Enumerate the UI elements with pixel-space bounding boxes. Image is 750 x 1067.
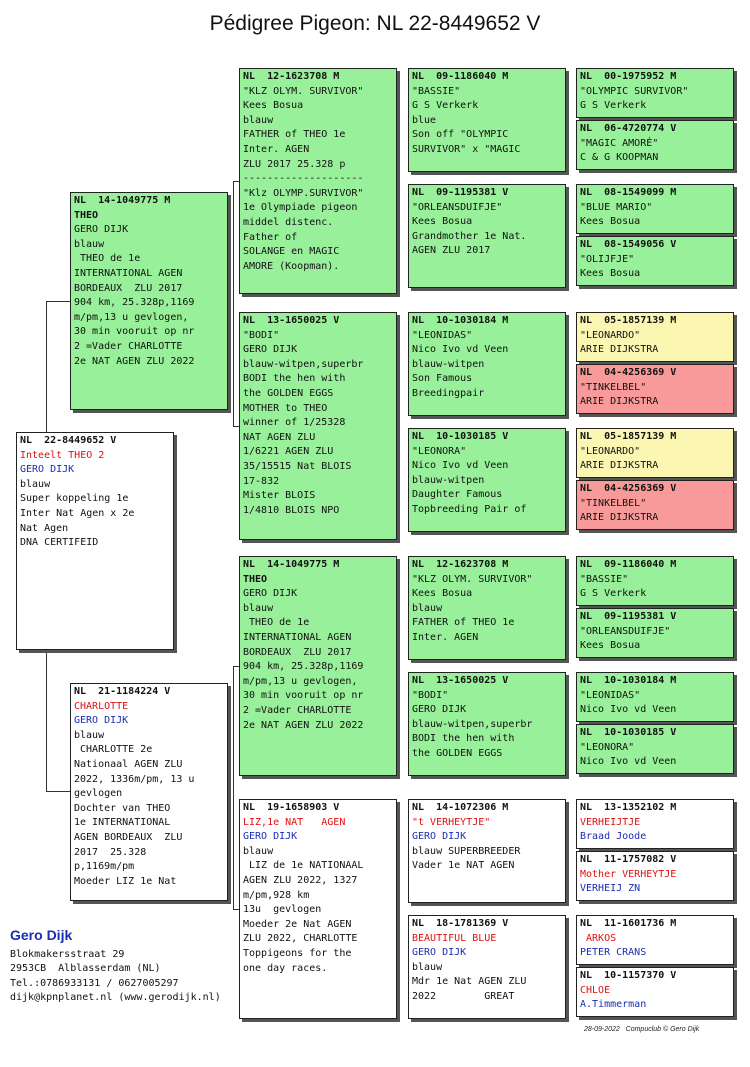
connector-line xyxy=(46,791,70,792)
pedigree-line: Dochter van THEO xyxy=(74,802,171,814)
pedigree-line: blauw-witpen,superbr xyxy=(412,718,533,730)
great-grandparent-card[interactable] xyxy=(408,312,566,416)
ring-number: NL 10-1030184 M xyxy=(412,315,509,326)
breeder-phone: Tel.:0786933131 / 0627005297 xyxy=(10,977,179,989)
pedigree-line: ARIE DIJKSTRA xyxy=(580,512,659,524)
connector-line xyxy=(46,301,47,432)
pedigree-line: Son Famous xyxy=(412,373,473,385)
great-grandparent-card[interactable] xyxy=(408,672,566,776)
pedigree-line: "LEONIDAS" xyxy=(580,689,641,701)
pedigree-line: middel distenc. xyxy=(243,216,334,228)
ring-number: NL 09-1195381 V xyxy=(412,187,509,198)
ring-number: NL 06-4720774 V xyxy=(580,123,677,134)
ring-number: NL 14-1072306 M xyxy=(412,802,509,813)
pedigree-line: ZLU 2017 25.328 p xyxy=(243,158,346,170)
maternal-grandmother-card[interactable] xyxy=(239,799,397,1019)
maternal-grandfather-card[interactable] xyxy=(239,556,397,776)
pedigree-line: 30 min vooruit op nr xyxy=(74,326,195,338)
ring-number: NL 13-1352102 M xyxy=(580,802,677,813)
ring-number: NL 19-1658903 V xyxy=(243,802,340,813)
pedigree-line: "OLYMPIC SURVIVOR" xyxy=(580,85,689,97)
pedigree-line: BEAUTIFUL BLUE xyxy=(412,932,497,944)
great-great-grandparent-card[interactable] xyxy=(576,967,734,1017)
great-great-grandparent-card[interactable] xyxy=(576,915,734,965)
connector-line xyxy=(46,650,47,791)
connector-line xyxy=(46,301,70,302)
ring-number: NL 18-1781369 V xyxy=(412,918,509,929)
pedigree-line: "MAGIC AMORÉ" xyxy=(580,137,659,149)
pedigree-line: blauw SUPERBREEDER xyxy=(412,845,521,857)
pedigree-line: 904 km, 25.328p,1169 xyxy=(243,661,364,673)
pedigree-line: Kees Bosua xyxy=(412,588,473,600)
pedigree-line: AGEN ZLU 2022, 1327 xyxy=(243,874,358,886)
father-card[interactable] xyxy=(70,192,228,410)
great-great-grandparent-card[interactable] xyxy=(576,364,734,414)
pedigree-line: 2e NAT AGEN ZLU 2022 xyxy=(243,719,364,731)
pedigree-line: G S Verkerk xyxy=(580,588,647,600)
great-grandparent-card[interactable] xyxy=(408,184,566,288)
ring-number: NL 05-1857139 M xyxy=(580,431,677,442)
pedigree-line: Topbreeding Pair of xyxy=(412,503,527,515)
pedigree-line: p,1169m/pm xyxy=(74,861,135,873)
ring-number: NL 10-1157370 V xyxy=(580,970,677,981)
pedigree-line: GERO DIJK xyxy=(243,344,298,356)
pedigree-line: FATHER of THEO 1e xyxy=(412,617,515,629)
pedigree-line: gevlogen xyxy=(74,788,123,800)
breeder-name: Gero Dijk xyxy=(10,927,73,943)
pedigree-line: "LEONARDO" xyxy=(580,329,641,341)
pedigree-line: THEO de 1e xyxy=(243,617,310,629)
pedigree-line: THEO xyxy=(74,209,99,221)
ring-number: NL 10-1030185 V xyxy=(412,431,509,442)
pedigree-line: Moeder LIZ 1e Nat xyxy=(74,875,177,887)
pedigree-line: BORDEAUX ZLU 2017 xyxy=(243,646,352,658)
pedigree-line: Daughter Famous xyxy=(412,489,503,501)
great-grandparent-card[interactable] xyxy=(408,799,566,903)
pedigree-line: Inteelt THEO 2 xyxy=(20,449,105,461)
great-great-grandparent-card[interactable] xyxy=(576,608,734,658)
pedigree-line: blue xyxy=(412,114,437,126)
great-great-grandparent-card[interactable] xyxy=(576,120,734,170)
paternal-grandfather-card[interactable] xyxy=(239,68,397,294)
page-title: Pédigree Pigeon: NL 22-8449652 V xyxy=(209,12,541,35)
pedigree-line: Inter Nat Agen x 2e xyxy=(20,507,135,519)
pedigree-line: INTERNATIONAL AGEN xyxy=(74,267,183,279)
pedigree-line: BODI the hen with xyxy=(243,373,346,385)
pedigree-line: MOTHER to THEO xyxy=(243,402,328,414)
pedigree-line: "BLUE MARIO" xyxy=(580,201,653,213)
pedigree-line: "BASSIE" xyxy=(580,573,629,585)
pedigree-line: Kees Bosua xyxy=(580,268,641,280)
pedigree-line: "t VERHEYTJE" xyxy=(412,816,491,828)
pedigree-line: 35/15515 Nat BLOIS xyxy=(243,460,352,472)
great-great-grandparent-card[interactable] xyxy=(576,799,734,849)
pedigree-line: m/pm,928 km xyxy=(243,889,310,901)
pedigree-line: "KLZ OLYM. SURVIVOR" xyxy=(412,573,533,585)
pedigree-line: Nico Ivo vd Veen xyxy=(580,704,677,716)
ring-number: NL 11-1601736 M xyxy=(580,918,677,929)
pedigree-line: Grandmother 1e Nat. xyxy=(412,230,527,242)
pedigree-line: 1/6221 AGEN ZLU xyxy=(243,446,334,458)
pedigree-line: blauw xyxy=(20,478,51,490)
pedigree-line: SURVIVOR" x "MAGIC xyxy=(412,143,521,155)
pedigree-line: ARIE DIJKSTRA xyxy=(580,344,659,356)
pedigree-line: NAT AGEN ZLU xyxy=(243,431,316,443)
ring-number: NL 13-1650025 V xyxy=(412,675,509,686)
pedigree-line: FATHER of THEO 1e xyxy=(243,129,346,141)
ring-number: NL 21-1184224 V xyxy=(74,686,171,697)
pedigree-line: one day races. xyxy=(243,962,328,974)
ring-number: NL 10-1030184 M xyxy=(580,675,677,686)
pedigree-line: THEO xyxy=(243,573,268,585)
breeder-info xyxy=(10,928,221,1006)
pedigree-line: 2 =Vader CHARLOTTE xyxy=(74,340,183,352)
pedigree-line: Vader 1e NAT AGEN xyxy=(412,860,515,872)
great-great-grandparent-card[interactable] xyxy=(576,68,734,118)
pedigree-line: LIZ de 1e NATIONAAL xyxy=(243,860,364,872)
pedigree-line: blauw xyxy=(412,961,443,973)
pedigree-line: Kees Bosua xyxy=(580,640,641,652)
pedigree-line: Kees Bosua xyxy=(580,216,641,228)
pedigree-line: SOLANGE en MAGIC xyxy=(243,246,340,258)
pedigree-line: BODI the hen with xyxy=(412,733,515,745)
great-great-grandparent-card[interactable] xyxy=(576,480,734,530)
ring-number: NL 09-1195381 V xyxy=(580,611,677,622)
pedigree-line: Moeder 2e Nat AGEN xyxy=(243,918,352,930)
pedigree-line: A.Timmerman xyxy=(580,999,647,1011)
pedigree-line: ZLU 2022, CHARLOTTE xyxy=(243,933,358,945)
pedigree-line: blauw xyxy=(243,602,274,614)
pedigree-line: GERO DIJK xyxy=(412,947,467,959)
pedigree-line: GERO DIJK xyxy=(74,715,129,727)
pedigree-line: GERO DIJK xyxy=(243,588,298,600)
pedigree-line: Nico Ivo vd Veen xyxy=(580,756,677,768)
pedigree-line: 904 km, 25.328p,1169 xyxy=(74,297,195,309)
pedigree-line: 2022, 1336m/pm, 13 u xyxy=(74,773,195,785)
great-grandparent-card[interactable] xyxy=(408,556,566,660)
pedigree-line: blauw xyxy=(412,602,443,614)
pedigree-line: Father of xyxy=(243,231,298,243)
pedigree-line: GERO DIJK xyxy=(20,464,75,476)
ring-number: NL 00-1975952 M xyxy=(580,71,677,82)
pedigree-line: blauw-witpen xyxy=(412,358,485,370)
great-great-grandparent-card[interactable] xyxy=(576,556,734,606)
pedigree-line: 2017 25.328 xyxy=(74,846,147,858)
pedigree-line: CHARLOTTE 2e xyxy=(74,744,153,756)
pedigree-line: m/pm,13 u gevlogen, xyxy=(74,311,189,323)
ring-number: NL 12-1623708 M xyxy=(243,71,340,82)
pedigree-line: Mister BLOIS xyxy=(243,490,316,502)
pedigree-line: -------------------- xyxy=(243,173,364,185)
pedigree-line: Inter. AGEN xyxy=(243,143,310,155)
pedigree-line: Inter. AGEN xyxy=(412,631,479,643)
pedigree-line: GERO DIJK xyxy=(412,831,467,843)
pedigree-line: m/pm,13 u gevlogen, xyxy=(243,675,358,687)
pedigree-line: DNA CERTIFEID xyxy=(20,537,99,549)
pedigree-line: Mdr 1e Nat AGEN ZLU xyxy=(412,976,527,988)
pedigree-line: "KLZ OLYM. SURVIVOR" xyxy=(243,85,364,97)
pedigree-line: blauw xyxy=(74,238,105,250)
pedigree-line: blauw xyxy=(243,845,274,857)
pedigree-line: Nationaal AGEN ZLU xyxy=(74,758,183,770)
pedigree-line: 2 =Vader CHARLOTTE xyxy=(243,704,352,716)
ring-number: NL 11-1757082 V xyxy=(580,854,677,865)
pedigree-line: "OLIJFJE" xyxy=(580,253,635,265)
pedigree-line: the GOLDEN EGGS xyxy=(412,747,503,759)
great-grandparent-card[interactable] xyxy=(408,915,566,1019)
pedigree-line: ARKOS xyxy=(580,932,617,944)
pedigree-line: "BASSIE" xyxy=(412,85,461,97)
pedigree-line: AMORE (Koopman). xyxy=(243,260,340,272)
ring-number: NL 10-1030185 V xyxy=(580,727,677,738)
pedigree-line: "BODI" xyxy=(243,329,280,341)
pedigree-line: BORDEAUX ZLU 2017 xyxy=(74,282,183,294)
great-great-grandparent-card[interactable] xyxy=(576,184,734,234)
pedigree-line: Mother VERHEYTJE xyxy=(580,868,677,880)
ring-number: NL 13-1650025 V xyxy=(243,315,340,326)
ring-number: NL 12-1623708 M xyxy=(412,559,509,570)
pedigree-line: blauw xyxy=(74,729,105,741)
pedigree-line: "TINKELBEL" xyxy=(580,381,647,393)
mother-card[interactable] xyxy=(70,683,228,901)
pedigree-line: AGEN ZLU 2017 xyxy=(412,245,491,257)
pedigree-line: GERO DIJK xyxy=(74,224,129,236)
pedigree-line: VERHEIJ ZN xyxy=(580,883,641,895)
paternal-grandmother-card[interactable] xyxy=(239,312,397,540)
great-great-grandparent-card[interactable] xyxy=(576,236,734,286)
pedigree-line: "Klz OLYMP.SURVIVOR" xyxy=(243,187,364,199)
ring-number: NL 08-1549099 M xyxy=(580,187,677,198)
pedigree-line: "BODI" xyxy=(412,689,449,701)
pedigree-line: G S Verkerk xyxy=(412,100,479,112)
pedigree-line: blauw-witpen,superbr xyxy=(243,358,364,370)
pedigree-line: 1e Olympiade pigeon xyxy=(243,202,358,214)
connector-line xyxy=(233,666,234,909)
subject-pigeon-card[interactable] xyxy=(16,432,174,650)
pedigree-line: Braad Joode xyxy=(580,831,647,843)
ring-number: NL 09-1186040 M xyxy=(580,559,677,570)
ring-number: NL 14-1049775 M xyxy=(74,195,171,206)
pedigree-line: "LEONARDO" xyxy=(580,445,641,457)
pedigree-line: 13u gevlogen xyxy=(243,904,322,916)
pedigree-line: Toppigeons for the xyxy=(243,947,352,959)
pedigree-line: Nico Ivo vd Veen xyxy=(412,344,509,356)
pedigree-line: Nico Ivo vd Veen xyxy=(412,460,509,472)
pedigree-line: blauw-witpen xyxy=(412,474,485,486)
pedigree-line: GERO DIJK xyxy=(243,831,298,843)
pedigree-line: ARIE DIJKSTRA xyxy=(580,460,659,472)
pedigree-line: C & G KOOPMAN xyxy=(580,152,659,164)
pedigree-line: "ORLEANSDUIFJE" xyxy=(412,201,503,213)
great-great-grandparent-card[interactable] xyxy=(576,672,734,722)
pedigree-line: Super koppeling 1e xyxy=(20,493,129,505)
breeder-city: 2953CB Alblasserdam (NL) xyxy=(10,963,161,974)
pedigree-line: PETER CRANS xyxy=(580,947,647,959)
great-great-grandparent-card[interactable] xyxy=(576,312,734,362)
pedigree-line: 30 min vooruit op nr xyxy=(243,690,364,702)
pedigree-line: 1/4810 BLOIS NPO xyxy=(243,504,340,516)
pedigree-line: Nat Agen xyxy=(20,522,69,534)
ring-number: NL 14-1049775 M xyxy=(243,559,340,570)
breeder-address: Blokmakersstraat 29 xyxy=(10,948,125,960)
pedigree-line: winner of 1/25328 xyxy=(243,417,346,429)
pedigree-line: "LEONORA" xyxy=(412,445,467,457)
pedigree-line: CHARLOTTE xyxy=(74,700,129,712)
pedigree-line: 1e INTERNATIONAL xyxy=(74,817,171,829)
pedigree-line: GERO DIJK xyxy=(412,704,467,716)
great-great-grandparent-card[interactable] xyxy=(576,428,734,478)
pedigree-line: THEO de 1e xyxy=(74,253,141,265)
ring-number: NL 08-1549056 V xyxy=(580,239,677,250)
pedigree-line: "ORLEANSDUIFJE" xyxy=(580,625,671,637)
ring-number: NL 22-8449652 V xyxy=(20,435,117,446)
great-grandparent-card[interactable] xyxy=(408,428,566,532)
pedigree-line: ARIE DIJKSTRA xyxy=(580,396,659,408)
breeder-contact[interactable]: dijk@kpnplanet.nl (www.gerodijk.nl) xyxy=(10,992,221,1003)
pedigree-line: Kees Bosua xyxy=(243,100,304,112)
pedigree-line: LIZ,1e NAT AGEN xyxy=(243,816,346,828)
pedigree-line: 2022 GREAT xyxy=(412,990,515,1002)
pedigree-line: VERHEIJTJE xyxy=(580,816,641,828)
footer-credit: 28-09-2022 Compuclub © Gero Dijk xyxy=(584,1026,700,1033)
pedigree-line: CHLOE xyxy=(580,984,611,996)
ring-number: NL 04-4256369 V xyxy=(580,367,677,378)
ring-number: NL 09-1186040 M xyxy=(412,71,509,82)
pedigree-line: Kees Bosua xyxy=(412,216,473,228)
pedigree-line: 17-832 xyxy=(243,475,280,487)
ring-number: NL 05-1857139 M xyxy=(580,315,677,326)
great-grandparent-card[interactable] xyxy=(408,68,566,172)
pedigree-line: 2e NAT AGEN ZLU 2022 xyxy=(74,355,195,367)
pedigree-line: Son off "OLYMPIC xyxy=(412,129,509,141)
pedigree-line: the GOLDEN EGGS xyxy=(243,387,334,399)
pedigree-line: INTERNATIONAL AGEN xyxy=(243,631,352,643)
great-great-grandparent-card[interactable] xyxy=(576,851,734,901)
pedigree-line: AGEN BORDEAUX ZLU xyxy=(74,831,183,843)
pedigree-line: "LEONORA" xyxy=(580,741,635,753)
pedigree-line: G S Verkerk xyxy=(580,100,647,112)
great-great-grandparent-card[interactable] xyxy=(576,724,734,774)
connector-line xyxy=(233,181,234,426)
pedigree-line: blauw xyxy=(243,114,274,126)
ring-number: NL 04-4256369 V xyxy=(580,483,677,494)
pedigree-line: "LEONIDAS" xyxy=(412,329,473,341)
pedigree-line: Breedingpair xyxy=(412,387,485,399)
pedigree-line: "TINKELBEL" xyxy=(580,497,647,509)
